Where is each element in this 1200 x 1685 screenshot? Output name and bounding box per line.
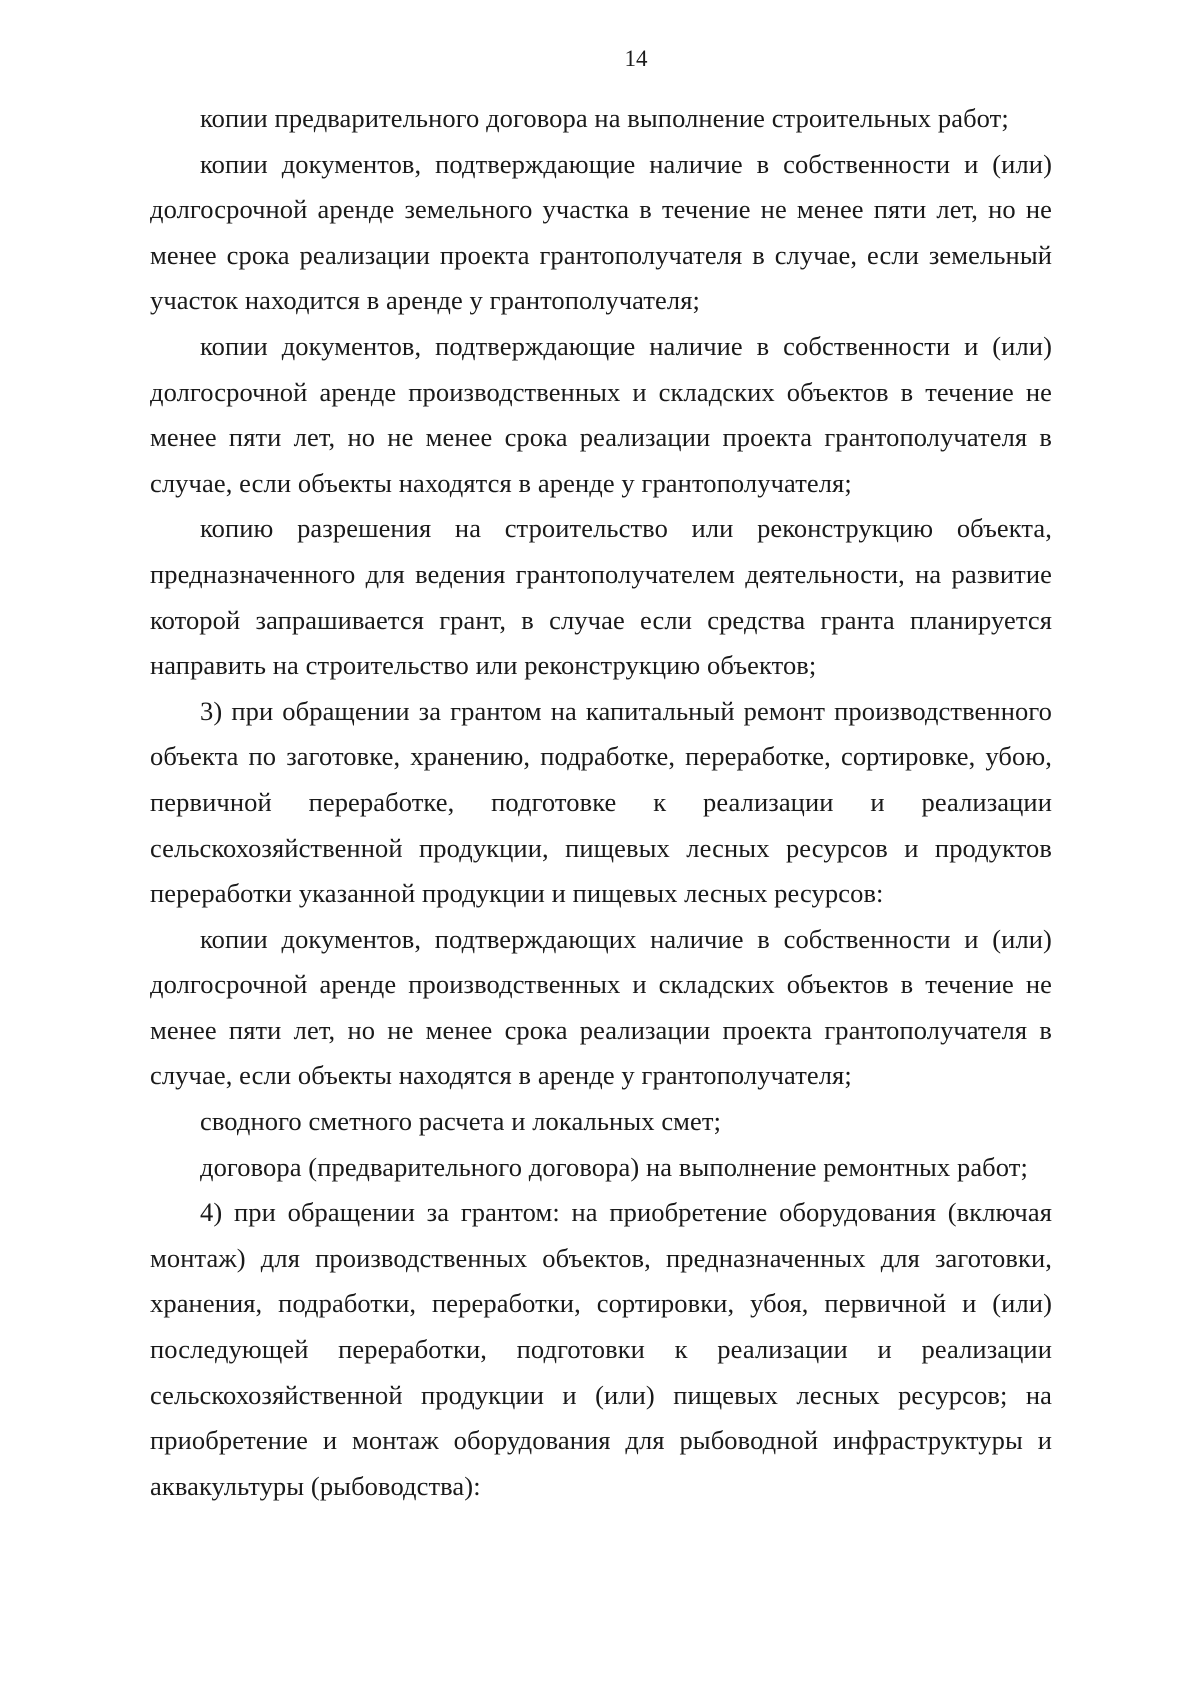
paragraph-construction-permit: копию разрешения на строительство или реконструкцию объекта, предназначенного для ведения грантополучателем деятельности, на развитие которой запрашивается грант, в случае если средства гранта планируется направить на строительство или реконструкцию объектов; — [150, 513, 1052, 681]
paragraph-repair-contract: договора (предварительного договора) на выполнение ремонтных работ; — [200, 1151, 1028, 1182]
paragraph-preliminary-contract: копии предварительного договора на выполнение строительных работ; — [200, 103, 1009, 133]
paragraph-land-plot-documents: копии документов, подтверждающие наличие в собственности и (или) долгосрочной аренде земельного участка в течение не менее пяти лет, но не менее срока реализации проекта грантополучателя в случае, если земельный участок находится в аренде у грантополучателя; — [150, 148, 1052, 316]
paragraph-production-objects-documents: копии документов, подтверждающие наличие в собственности и (или) долгосрочной аренде производственных и складских объектов в течение не менее пяти лет, но не менее срока реализации проекта грантополучателя в случае, если объекты находятся в аренде у грантополучателя; — [150, 330, 1052, 498]
paragraph-production-objects-documents-2: копии документов, подтверждающих наличие в собственности и (или) долгосрочной аренде производственных и складских объектов в течение не менее пяти лет, но не менее срока реализации проекта грантополучателя в случае, если объекты находятся в аренде у грантополучателя; — [150, 923, 1052, 1091]
document-body — [150, 96, 1052, 1509]
paragraph-item-3-capital-repair: 3) при обращении за грантом на капитальный ремонт производственного объекта по заготовке, хранению, подработке, переработке, сортировке, убою, первичной переработке, подготовке к реализации и реализации сельскохозяйственной продукции, пищевых лесных ресурсов и продуктов переработки указанной продукции и пищевых лесных ресурсов: — [150, 695, 1052, 909]
paragraph-estimates: сводного сметного расчета и локальных смет; — [200, 1106, 722, 1137]
page-number: 14 — [624, 46, 648, 71]
paragraph-item-4-equipment: 4) при обращении за грантом: на приобретение оборудования (включая монтаж) для производственных объектов, предназначенных для заготовки, хранения, подработки, переработки, сортировки, убоя, первичной и (или) последующей переработки, подготовки к реализации и реализации сельскохозяйственной продукции и (или) пищевых лесных ресурсов; на приобретение и монтаж оборудования для рыбоводной инфраструктуры и аквакультуры (рыбоводства): — [150, 1197, 1052, 1501]
